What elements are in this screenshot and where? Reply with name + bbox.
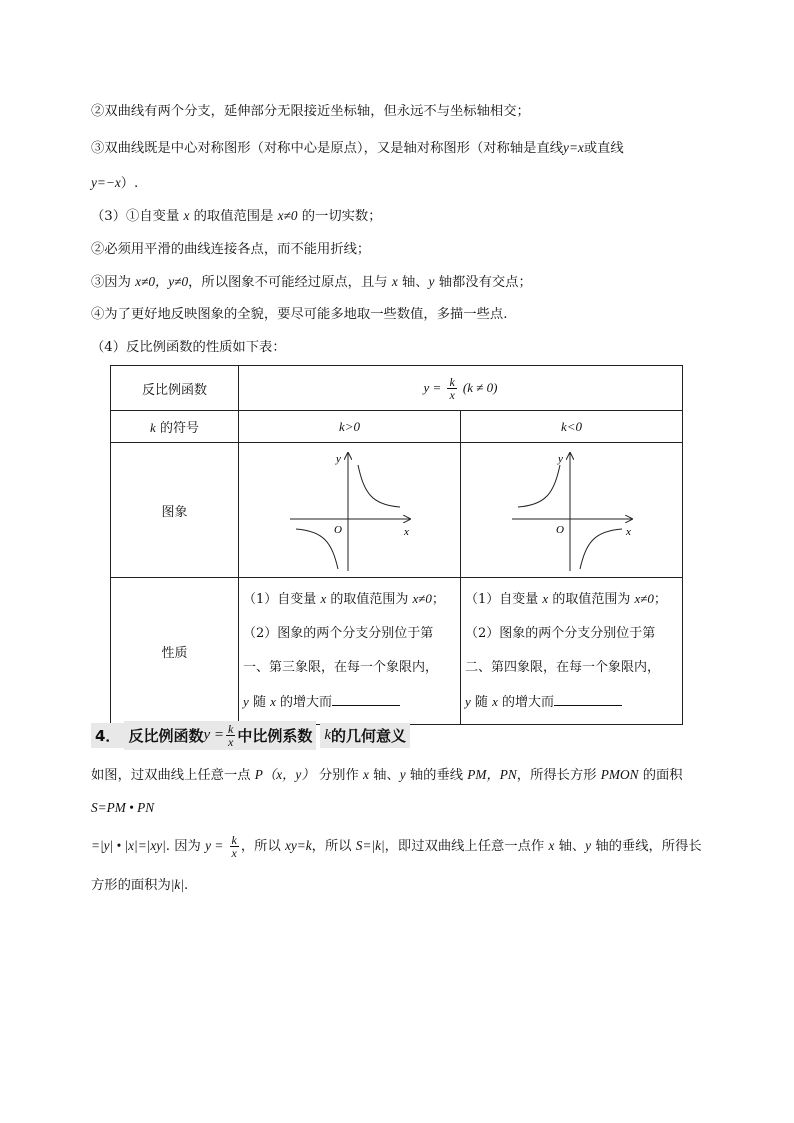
text-line: 的取值范围为 [330, 592, 409, 607]
table-row [111, 578, 683, 725]
row-label-function: 反比例函数 [111, 366, 239, 411]
row-label-sign [111, 411, 239, 443]
paragraph-table-intro [91, 339, 286, 357]
equation: =|y| • |x|=|xy| [91, 838, 166, 853]
paragraph-origin [91, 273, 532, 292]
fraction-numerator: k [231, 833, 237, 847]
variable: x [183, 208, 190, 223]
prop-domain [465, 582, 678, 617]
text-line: ③因为 [91, 275, 131, 290]
text-line: . 因为 [165, 839, 201, 854]
prop-quadrants: 一、第三象限，在每一个象限内， [243, 660, 439, 675]
heading-title [124, 721, 316, 750]
point-label: P（x，y） [254, 767, 315, 782]
origin-label: O [333, 524, 342, 536]
text-line: （3）①自变量 [91, 209, 180, 224]
variable: x [548, 838, 555, 853]
paragraph-domain [91, 207, 382, 226]
variable: k [324, 726, 331, 743]
text-line: ，所以 [311, 839, 352, 854]
function-formula [239, 366, 683, 411]
equation: |k| [170, 877, 184, 892]
text-line: ③双曲线既是中心对称图形（对称中心是原点），又是轴对称图形（对称轴是直线 [91, 141, 564, 156]
equation: x≠0 [412, 591, 432, 606]
text-line: ； [431, 592, 445, 607]
fraction-denominator: x [449, 387, 455, 402]
variable: k [150, 420, 156, 435]
text-line: 轴的垂线 [409, 768, 464, 783]
text-line: （1）自变量 [243, 592, 317, 607]
paragraph-smooth [91, 241, 370, 259]
paragraph-symmetry [91, 139, 624, 158]
heading-tail [320, 723, 410, 748]
variable: y [399, 767, 406, 782]
hyperbola-positive-graph [240, 443, 460, 573]
variable: x [270, 694, 276, 709]
equation: S=|k| [355, 838, 385, 853]
prop-domain [243, 582, 456, 617]
variable: x [320, 591, 327, 606]
text-line: （4）反比例函数的性质如下表： [91, 340, 286, 355]
text-line: ，即过双曲线上任意一点作 [384, 839, 545, 854]
sign-negative [461, 411, 683, 443]
hyperbola-branch-q1 [358, 465, 400, 507]
hyperbola-branch-q4 [580, 529, 622, 569]
equation: x≠0 [277, 208, 298, 223]
graph-negative-cell [461, 443, 683, 578]
properties-table [110, 365, 683, 725]
text-line: 的一切实数； [301, 209, 382, 224]
variable: x [362, 767, 369, 782]
prop-monotonic [465, 685, 678, 720]
variable: x [492, 694, 498, 709]
text-line: 的增大而 [502, 695, 555, 710]
y-axis-label: y [557, 453, 563, 465]
hyperbola-branch-q3 [296, 529, 338, 569]
text-line: 随 [252, 695, 266, 710]
text-line: ②必须用平滑的曲线连接各点，而不能用折线； [91, 242, 371, 257]
equation: x≠0，y≠0 [135, 274, 189, 289]
fraction [226, 723, 235, 748]
fill-in-blank[interactable] [332, 693, 400, 706]
variable: x [542, 591, 549, 606]
equation: xy=k [284, 838, 312, 853]
table-row [111, 411, 683, 443]
text-line: ，所以 [240, 839, 281, 854]
paragraph-geometric-2 [91, 799, 154, 818]
prop-quadrants: 二、第四象限，在每一个象限内， [465, 660, 661, 675]
prop-branches: （2）图象的两个分支分别位于第 [465, 626, 656, 641]
text-line: k>0 [338, 418, 361, 434]
x-axis-label: x [625, 526, 631, 538]
variable: x [391, 274, 398, 289]
prop-monotonic [243, 685, 456, 720]
formula-y: y = [423, 379, 442, 395]
heading-number: 4． [91, 723, 124, 748]
text-line: 的增大而 [280, 695, 333, 710]
y-axis-label: y [335, 453, 341, 465]
hyperbola-branch-q2 [518, 465, 560, 507]
text-line: ②双曲线有两个分支，延伸部分无限接近坐标轴，但永远不与坐标轴相交； [91, 104, 530, 119]
sign-positive [239, 411, 461, 443]
paragraph-symmetry-cont [91, 174, 138, 193]
equation: y=x [563, 140, 584, 155]
fill-in-blank[interactable] [554, 693, 622, 706]
paragraph-geometric-3 [91, 834, 702, 859]
text-line: 分别作 [318, 768, 359, 783]
segment-label: PM，PN [467, 767, 517, 782]
text-line: 反比例函数 [128, 726, 204, 745]
hyperbola-negative-graph [462, 443, 682, 573]
prop-branches: （2）图象的两个分支分别位于第 [243, 626, 434, 641]
text-line: 的几何意义 [331, 726, 407, 745]
text-line: 的符号 [159, 421, 199, 436]
text-line: 轴、 [401, 275, 429, 290]
variable: y [465, 694, 471, 709]
fraction-denominator: x [227, 734, 234, 749]
fraction-numerator: k [227, 721, 234, 736]
equation: S=PM • PN [91, 800, 155, 815]
graph-positive-cell [239, 443, 461, 578]
text-line: . [184, 878, 189, 893]
text-line: ； [653, 592, 667, 607]
text-line: ，所以图象不可能经过原点，且与 [188, 275, 388, 290]
fraction [230, 834, 239, 859]
text-line: k<0 [560, 418, 583, 434]
row-label-graph: 图象 [111, 443, 239, 578]
text-line: 方形的面积为 [91, 878, 171, 893]
properties-positive [239, 578, 461, 725]
row-label-properties: 性质 [111, 578, 239, 725]
table-row [111, 366, 683, 411]
paragraph-geometric-1 [91, 766, 683, 785]
variable: y [243, 694, 249, 709]
text-line: ④为了更好地反映图象的全貌，要尽可能多地取一些数值，多描一些点. [91, 307, 508, 322]
text-line: 随 [474, 695, 488, 710]
x-axis-label: x [403, 526, 409, 538]
text-line: 轴都没有交点； [438, 275, 532, 290]
fraction-numerator: k [449, 374, 455, 389]
text-line: （1）自变量 [465, 592, 539, 607]
table-row [111, 443, 683, 578]
paragraph-geometric-4 [91, 876, 188, 895]
equation: y=−x [91, 175, 121, 190]
fraction [447, 376, 456, 401]
paragraph-points [91, 306, 507, 324]
text-line: 轴的垂线，所得长 [595, 839, 702, 854]
formula-y: y = [203, 726, 224, 743]
text-line: 的取值范围是 [193, 209, 274, 224]
formula-y: y = [205, 838, 224, 853]
text-line: 中比例系数 [237, 726, 313, 745]
formula-condition: (k ≠ 0) [462, 379, 498, 395]
text-line: 轴、 [558, 839, 586, 854]
text-line: ，所得长方形 [516, 768, 597, 783]
properties-negative [461, 578, 683, 725]
text-line: 如图，过双曲线上任意一点 [91, 768, 251, 783]
text-line: ）. [120, 176, 139, 191]
text-line: 的面积 [642, 768, 683, 783]
fraction-denominator: x [231, 846, 237, 860]
paragraph-asymptote [91, 103, 530, 121]
origin-label: O [555, 524, 564, 536]
variable: y [585, 838, 592, 853]
text-line: 或直线 [583, 141, 624, 156]
section-heading [91, 718, 410, 752]
variable: y [428, 274, 435, 289]
rectangle-label: PMON [600, 767, 639, 782]
text-line: 的取值范围为 [552, 592, 631, 607]
text-line: 轴、 [373, 768, 400, 783]
equation: x≠0 [634, 591, 654, 606]
